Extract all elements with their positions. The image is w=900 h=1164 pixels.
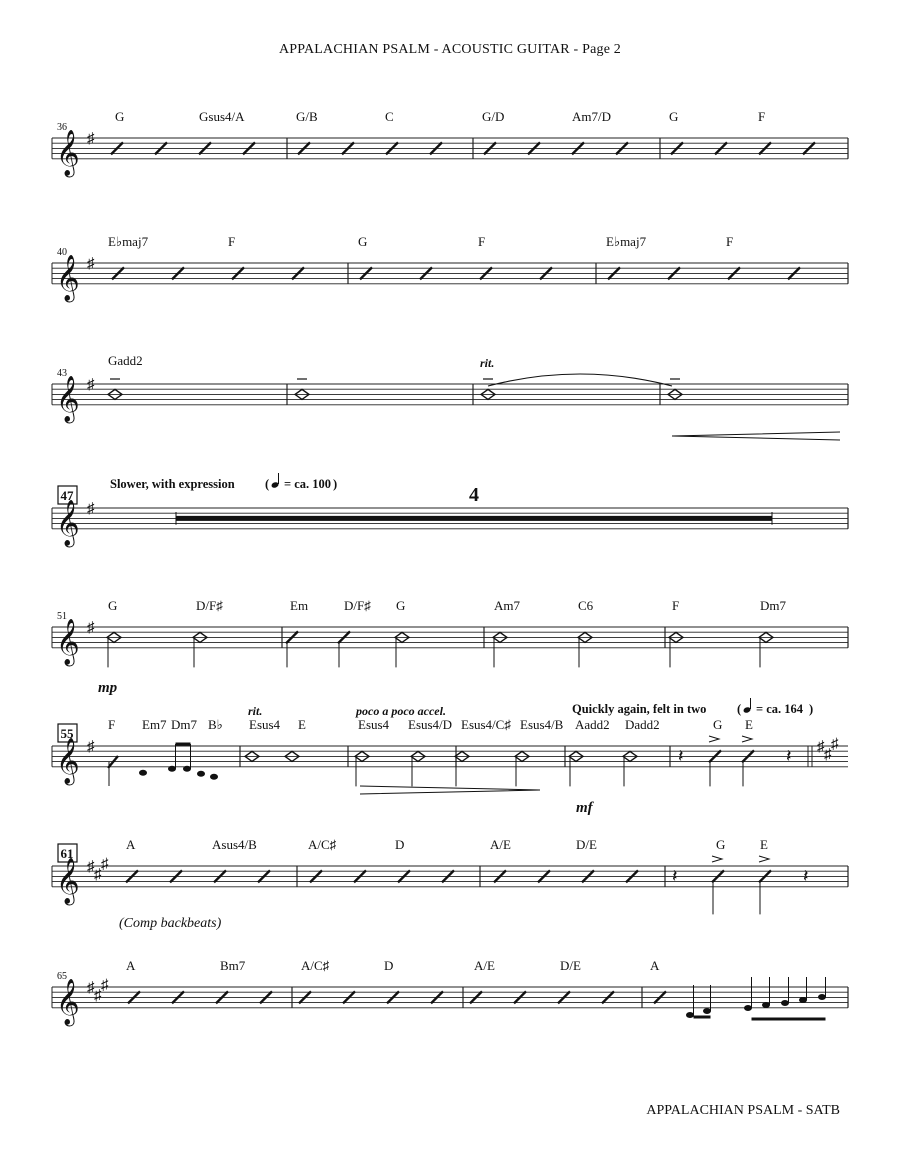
chord-symbol: A/E [474,958,495,973]
key-signature-sharp: ♯ [87,501,95,517]
chord-symbol: Gadd2 [108,353,143,368]
treble-clef: 𝄞 [56,978,80,1024]
chord-symbol: G/B [296,109,318,124]
tempo-paren: ) [809,702,814,716]
measure-number: 65 [57,971,67,982]
tempo-paren: ( [737,702,742,716]
chord-symbol: G [115,109,125,124]
chord-symbol: Esus4/D [408,717,453,732]
chord-symbol: Esus4/C♯ [461,717,511,732]
tempo-paren: ) [333,477,338,491]
note-head [781,1000,789,1006]
chord-symbol: Am7/D [572,109,611,124]
chord-symbol: Em [290,598,309,613]
chord-symbol: D/E [576,837,597,852]
accent-mark [712,856,722,862]
measure-number: 61 [60,846,74,861]
measure-number: 51 [57,611,67,622]
key-signature-sharp: ♯ [87,859,95,875]
chord-symbol: Esus4 [249,717,281,732]
treble-clef: 𝄞 [56,375,80,421]
quarter-rest: 𝄽 [803,866,809,886]
dynamic-mf: mf [576,800,593,816]
measure-number: 47 [60,488,74,503]
note-head [139,770,147,776]
chord-symbol: Am7 [494,598,520,613]
note-head [686,1012,694,1018]
chord-symbol: G/D [482,109,505,124]
key-signature-sharp: ♯ [101,856,109,873]
chord-symbol: A [650,958,660,973]
chord-symbol: E [298,717,306,732]
chord-symbol: Dm7 [171,717,197,732]
key-signature-sharp: ♯ [831,736,839,753]
decrescendo-hairpin [672,432,840,440]
note-head [197,771,205,777]
chord-symbol: G [396,598,406,613]
chord-symbol: E [745,717,753,732]
chord-symbol: F [726,234,734,249]
tempo-marking: Quickly again, felt in two [572,702,707,716]
key-signature-sharp: ♯ [87,739,95,755]
chord-symbol: G [716,837,726,852]
measure-number: 40 [57,247,67,258]
key-signature-sharp: ♯ [817,739,825,755]
rit-marking: rit. [480,356,495,370]
chord-symbol: G [669,109,679,124]
chord-symbol: F [672,598,680,613]
chord-symbol: A [126,958,136,973]
key-signature-sharp: ♯ [87,620,95,636]
treble-clef: 𝄞 [56,254,80,300]
tempo-marking: Slower, with expression [110,477,235,491]
chord-symbol: G [713,717,723,732]
chord-symbol: F [108,717,116,732]
chord-symbol: Esus4/B [520,717,564,732]
accel-marking: poco a poco accel. [356,704,446,718]
chord-symbol: Dm7 [760,598,786,613]
measure-number: 43 [57,368,67,379]
chord-symbol: E [760,837,768,852]
dynamic-mp: mp [98,680,118,696]
multirest-count: 4 [469,484,479,506]
tempo-paren: ( [265,477,270,491]
key-signature-sharp: ♯ [87,377,95,393]
treble-clef: 𝄞 [56,618,80,664]
comp-instruction: (Comp backbeats) [119,916,222,931]
accent-mark [759,856,769,862]
measure-number: 55 [60,726,74,741]
crescendo-hairpin [360,786,540,794]
note-head [210,774,218,780]
treble-clef: 𝄞 [56,129,80,175]
treble-clef: 𝄞 [56,737,80,783]
measure-number: 36 [57,122,67,133]
chord-symbol: E♭maj7 [606,234,647,249]
quarter-note-icon [743,706,752,713]
chord-symbol: C [385,109,394,124]
key-signature-sharp: ♯ [87,131,95,147]
chord-symbol: C6 [578,598,594,613]
note-head [762,1002,770,1008]
note-head [799,997,807,1003]
page-footer: APPALACHIAN PSALM - SATB [646,1103,840,1118]
chord-symbol: Dadd2 [625,717,660,732]
tempo-value: = ca. 164 [756,702,804,716]
accent-mark [709,736,719,742]
chord-symbol: E♭maj7 [108,234,149,249]
chord-symbol: D/F♯ [344,598,371,613]
key-signature-sharp: ♯ [87,256,95,272]
rit-marking: rit. [248,704,263,718]
key-signature-sharp: ♯ [94,866,102,883]
key-signature-sharp: ♯ [824,746,832,763]
chord-symbol: A/C♯ [301,958,330,973]
key-signature-sharp: ♯ [94,987,102,1004]
quarter-rest: 𝄽 [678,746,684,766]
chord-symbol: Aadd2 [575,717,610,732]
chord-symbol: F [478,234,486,249]
chord-symbol: D [384,958,394,973]
chord-symbol: G [108,598,118,613]
note-head [168,766,176,772]
quarter-rest: 𝄽 [786,746,792,766]
treble-clef: 𝄞 [56,857,80,903]
chord-symbol: D/E [560,958,581,973]
tempo-value: = ca. 100 [284,477,332,491]
chord-symbol: Gsus4/A [199,109,245,124]
chord-symbol: D/F♯ [196,598,223,613]
chord-symbol: A [126,837,136,852]
chord-symbol: A/E [490,837,511,852]
chord-symbol: F [758,109,766,124]
key-signature-sharp: ♯ [87,980,95,996]
page-header: APPALACHIAN PSALM - ACOUSTIC GUITAR - Page 2 [278,42,622,57]
chord-symbol: B♭ [208,717,223,732]
note-head [818,994,826,1000]
chord-symbol: G [358,234,368,249]
chord-symbol: D [395,837,405,852]
key-signature-sharp: ♯ [101,977,109,994]
chord-symbol: Em7 [142,717,167,732]
treble-clef: 𝄞 [56,499,80,545]
note-head [703,1008,711,1014]
note-head [744,1005,752,1011]
chord-symbol: Bm7 [220,958,246,973]
quarter-note-icon [271,481,280,488]
chord-symbol: Asus4/B [212,837,257,852]
quarter-rest: 𝄽 [672,866,678,886]
accent-mark [742,736,752,742]
chord-symbol: F [228,234,236,249]
chord-symbol: A/C♯ [308,837,337,852]
note-head [183,766,191,772]
chord-symbol: Esus4 [358,717,390,732]
